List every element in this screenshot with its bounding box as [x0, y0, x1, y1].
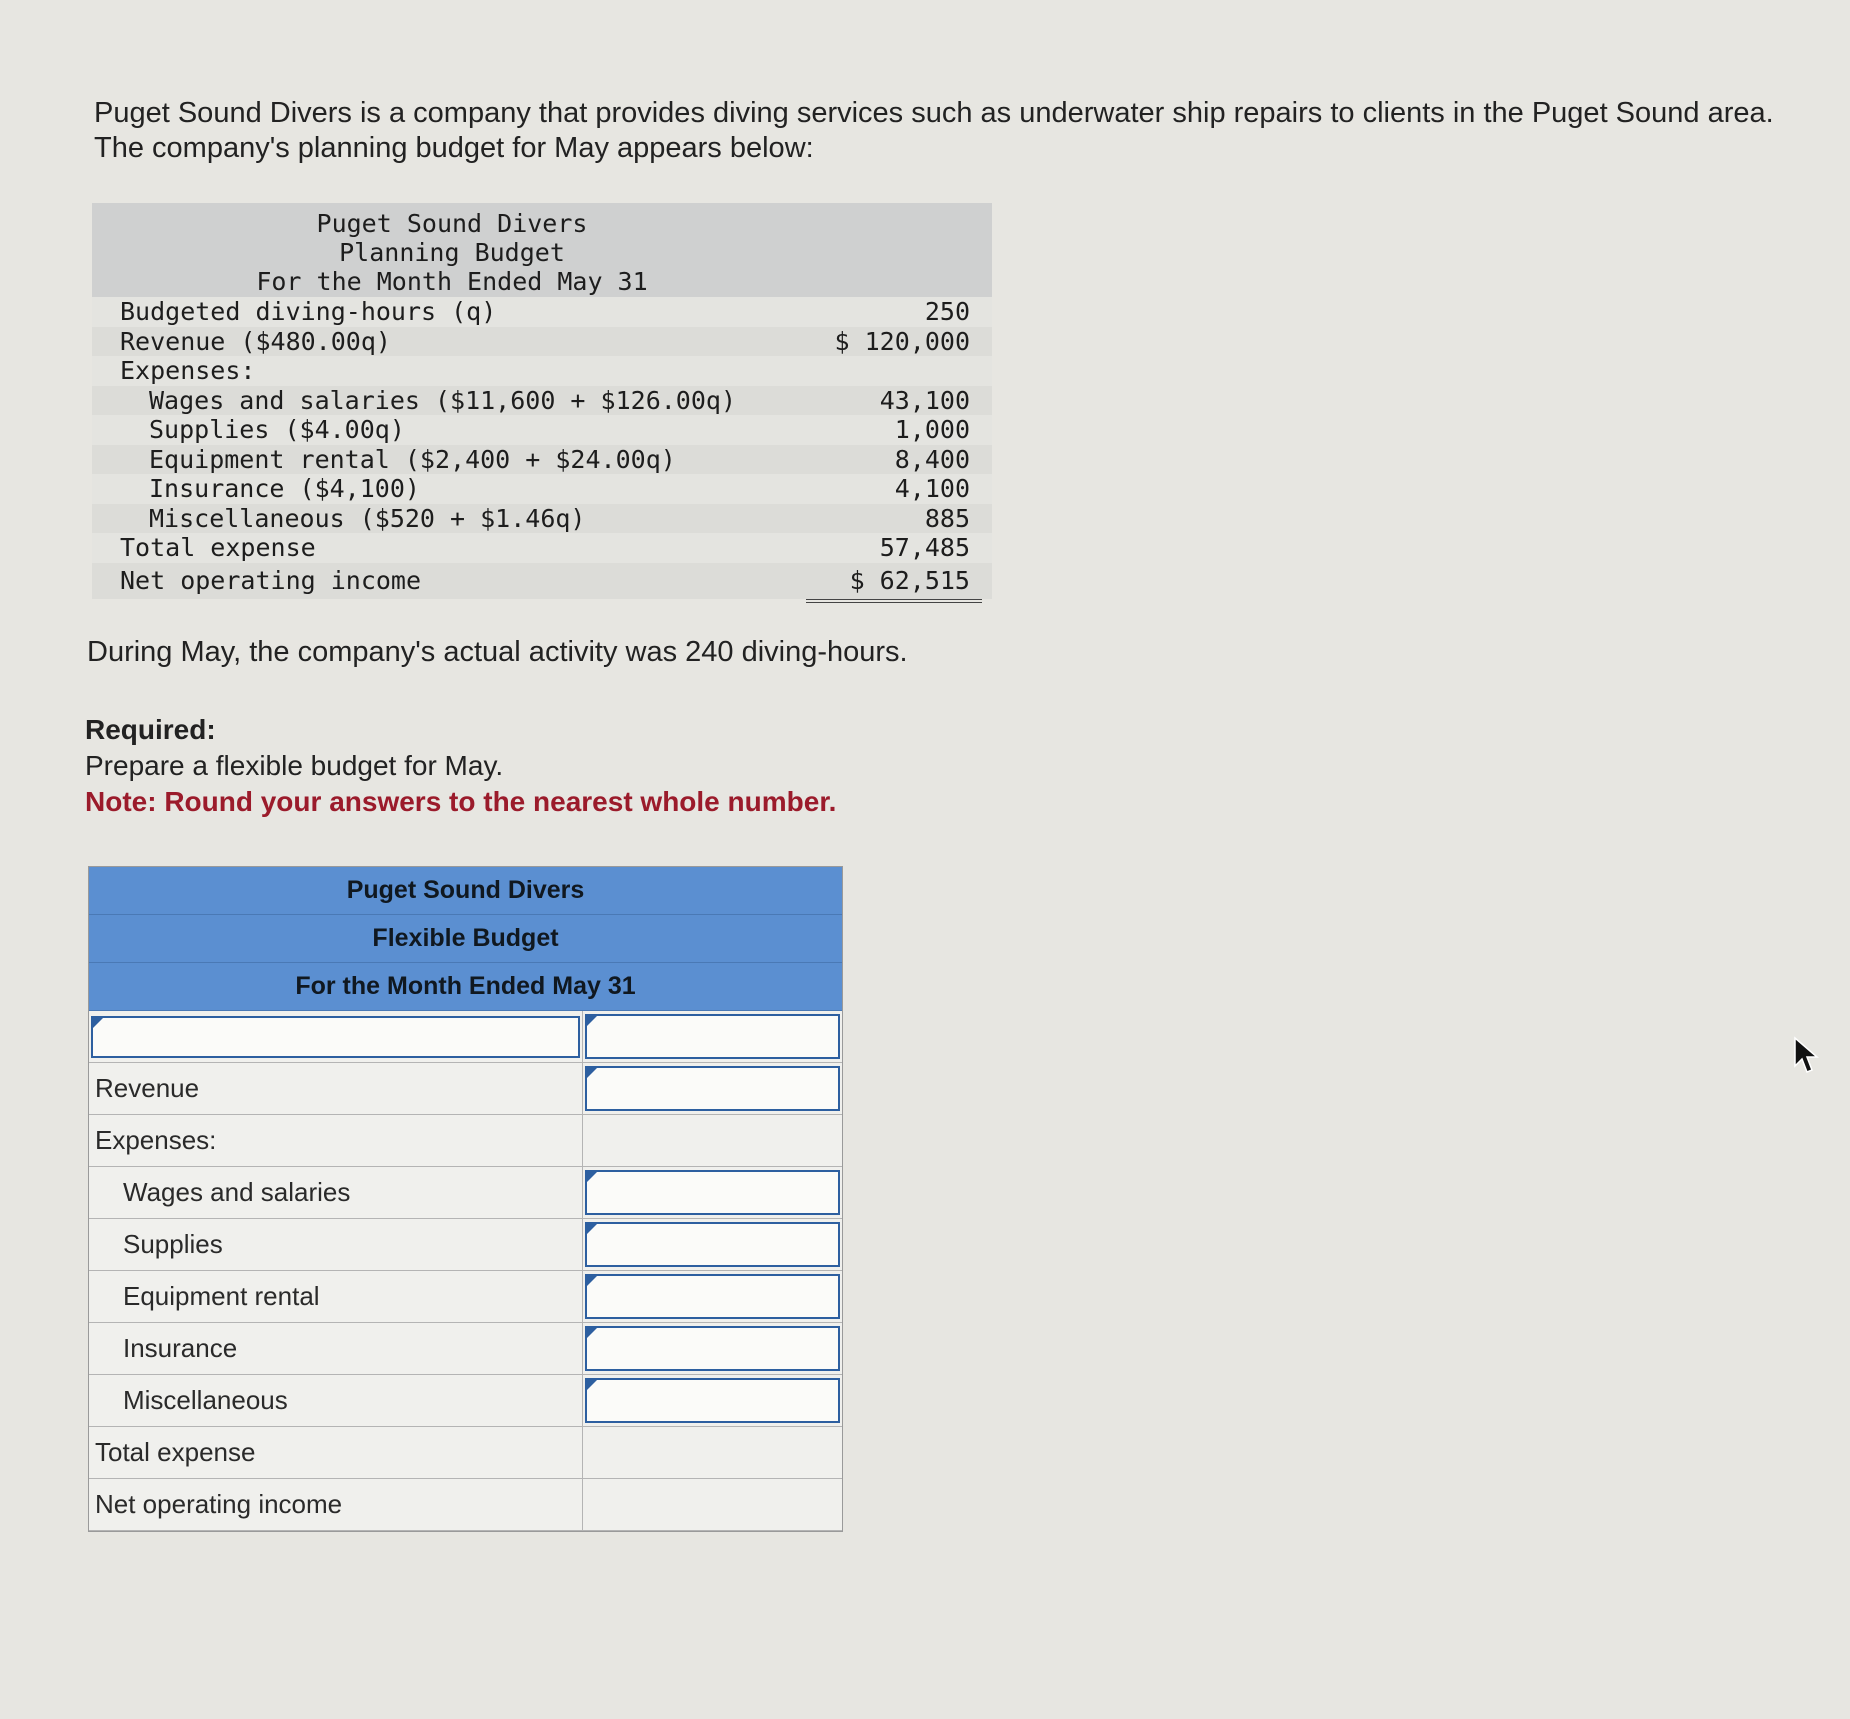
- value-cell: [583, 1219, 842, 1270]
- activity-label-input[interactable]: [91, 1016, 580, 1058]
- plan-value: 1,000: [894, 415, 970, 444]
- intro-text: [94, 96, 1814, 166]
- plan-label: Wages and salaries ($11,600 + $126.00q): [149, 385, 736, 415]
- flexible-budget-subtitle: Flexible Budget: [89, 915, 842, 963]
- plan-row-equipment: [92, 445, 992, 475]
- plan-label: Revenue ($480.00q): [120, 326, 391, 356]
- equipment-label: Equipment rental: [89, 1271, 583, 1322]
- total-expense-label: Total expense: [89, 1427, 583, 1478]
- plan-label: Supplies ($4.00q): [149, 415, 405, 444]
- net-income-label: Net operating income: [89, 1479, 583, 1530]
- plan-label: Budgeted diving-hours (q): [120, 297, 497, 326]
- planning-budget-table: [92, 203, 992, 599]
- table-row-wages: [89, 1167, 842, 1219]
- value-cell: [583, 1271, 842, 1322]
- table-row-net-income: [89, 1479, 842, 1531]
- total-expense-value-cell: [583, 1427, 842, 1478]
- misc-label: Miscellaneous: [89, 1375, 583, 1426]
- table-row-equipment: [89, 1271, 842, 1323]
- planning-budget-subtitle: Planning Budget: [339, 238, 565, 267]
- plan-value: 8,400: [894, 444, 970, 474]
- plan-row-misc: [92, 504, 992, 534]
- plan-row-total-expense: [92, 533, 992, 563]
- flexible-budget-title: Puget Sound Divers: [89, 867, 842, 915]
- plan-label: Miscellaneous ($520 + $1.46q): [149, 503, 586, 533]
- wages-input[interactable]: [585, 1170, 840, 1215]
- misc-input[interactable]: [585, 1378, 840, 1423]
- plan-value: 43,100: [879, 385, 970, 415]
- value-cell: [583, 1375, 842, 1426]
- insurance-input[interactable]: [585, 1326, 840, 1371]
- required-section: [85, 712, 836, 820]
- mouse-cursor-icon: [1792, 1036, 1820, 1076]
- plan-row-supplies: [92, 415, 992, 445]
- expenses-label: Expenses:: [89, 1115, 583, 1166]
- plan-value: $ 120,000: [806, 327, 982, 359]
- plan-value: 57,485: [806, 533, 982, 565]
- required-heading: Required:: [85, 714, 216, 745]
- table-row-total-expense: [89, 1427, 842, 1479]
- table-row: [89, 1011, 842, 1063]
- plan-label: Total expense: [120, 533, 316, 562]
- planning-budget-period: For the Month Ended May 31: [256, 267, 648, 296]
- revenue-label: Revenue: [89, 1063, 583, 1114]
- equipment-input[interactable]: [585, 1274, 840, 1319]
- value-cell: [583, 1323, 842, 1374]
- table-row-insurance: [89, 1323, 842, 1375]
- plan-label: Equipment rental ($2,400 + $24.00q): [149, 444, 676, 474]
- plan-value: 250: [924, 297, 970, 326]
- plan-row-hours: [92, 297, 992, 327]
- planning-budget-title: Puget Sound Divers: [316, 209, 588, 238]
- plan-value: 885: [806, 504, 982, 536]
- plan-row-net-income: [92, 563, 992, 599]
- revenue-input[interactable]: [585, 1066, 840, 1111]
- value-cell: [583, 1063, 842, 1114]
- plan-label: Net operating income: [120, 565, 422, 595]
- flexible-budget-period: For the Month Ended May 31: [89, 963, 842, 1011]
- value-cell: [583, 1167, 842, 1218]
- value-cell: [583, 1011, 842, 1062]
- wages-label: Wages and salaries: [89, 1167, 583, 1218]
- table-row-misc: [89, 1375, 842, 1427]
- planning-budget-header: [92, 203, 992, 297]
- insurance-label: Insurance: [89, 1323, 583, 1374]
- rounding-note: Note: Round your answers to the nearest whole number.: [85, 786, 837, 817]
- plan-label: Insurance ($4,100): [149, 474, 420, 503]
- label-cell: [89, 1011, 583, 1062]
- plan-row-revenue: [92, 327, 992, 357]
- flexible-budget-table: [88, 866, 843, 1532]
- plan-row-expenses: [92, 356, 992, 386]
- plan-value: $ 62,515: [806, 563, 982, 603]
- plan-label: Expenses:: [120, 356, 256, 385]
- plan-row-insurance: [92, 474, 992, 504]
- activity-value-input[interactable]: [585, 1014, 840, 1059]
- flexible-budget-header: [89, 867, 842, 1011]
- required-instruction: Prepare a flexible budget for May.: [85, 750, 504, 781]
- intro-line-2: The company's planning budget for May appears below:: [94, 132, 814, 164]
- table-row-supplies: [89, 1219, 842, 1271]
- table-row-revenue: [89, 1063, 842, 1115]
- table-row-expenses: [89, 1115, 842, 1167]
- supplies-input[interactable]: [585, 1222, 840, 1267]
- value-cell: [583, 1115, 842, 1166]
- intro-line-1: Puget Sound Divers is a company that provides diving services such as underwater ship repairs to clients in the Puget Sound area.: [94, 97, 1774, 129]
- plan-row-wages: [92, 386, 992, 416]
- activity-text: During May, the company's actual activity was 240 diving-hours.: [87, 636, 908, 668]
- plan-value: 4,100: [894, 474, 970, 503]
- net-income-value-cell: [583, 1479, 842, 1530]
- supplies-label: Supplies: [89, 1219, 583, 1270]
